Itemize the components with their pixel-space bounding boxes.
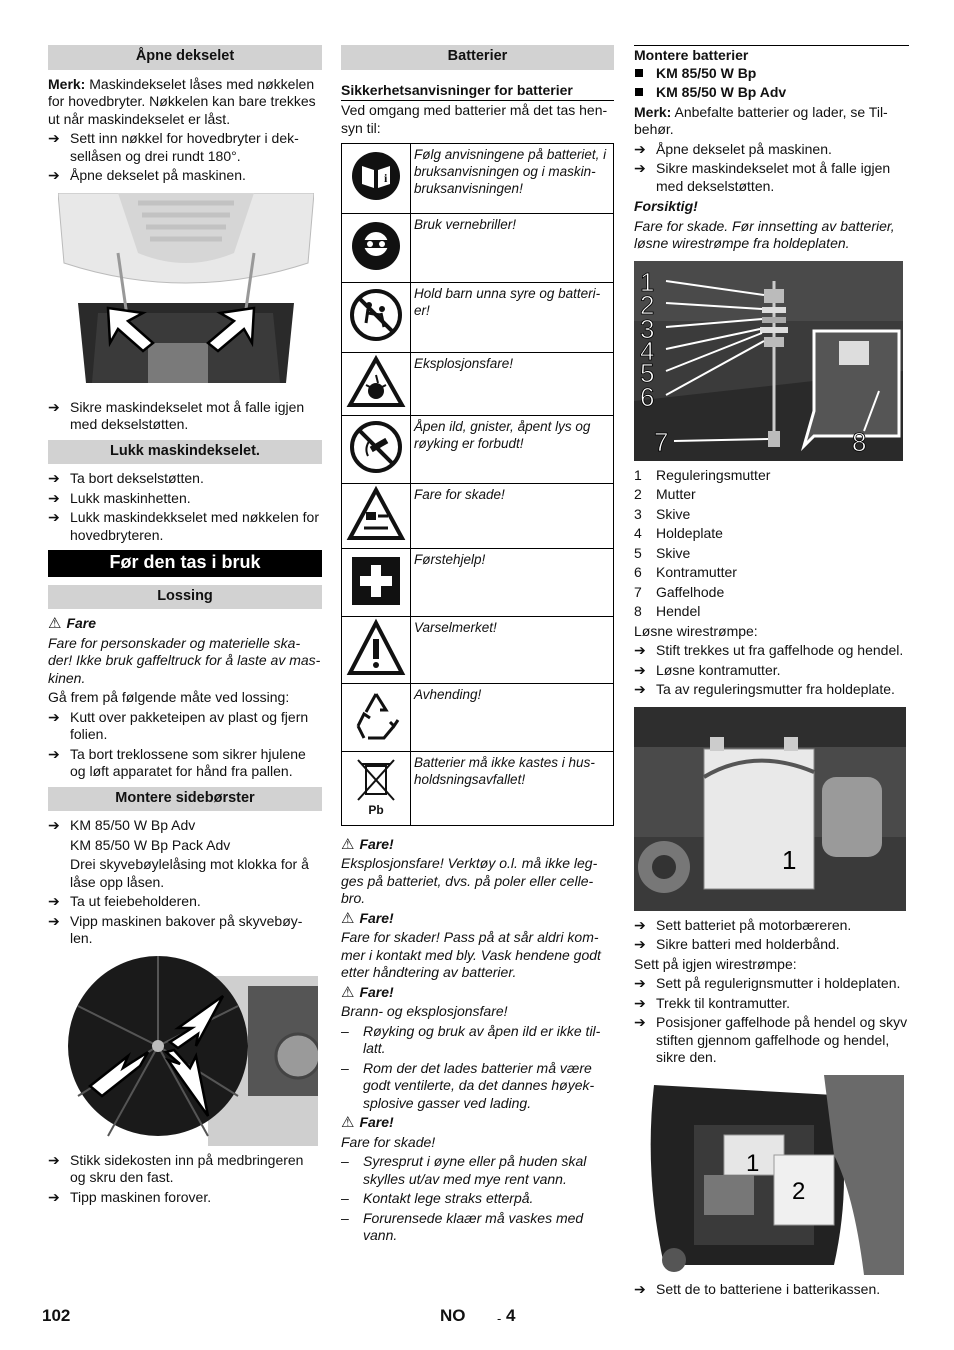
callout-label: 3 bbox=[640, 313, 655, 344]
step: ➔ Ta bort treklossene som sikrer hjulene og løft apparatet for hånd fra pallen. bbox=[48, 746, 322, 781]
part-number: 1 bbox=[634, 466, 642, 483]
safety-goggles-icon bbox=[342, 213, 411, 283]
warning-sign-icon bbox=[342, 616, 411, 684]
first-aid-icon bbox=[342, 549, 411, 617]
table-cell: Følg anvisningene på batteriet, i bruksanvisningen og i maskin-bruksanvisningen! bbox=[411, 144, 614, 214]
photo-open-cover bbox=[58, 193, 314, 393]
part-name: Skive bbox=[656, 505, 691, 522]
paragraph: Gå frem på følgende måte ved lossing: bbox=[48, 689, 290, 705]
warning-text: Fare for personskader og materielle ska-der! Ikke bruk gaffeltruck for å laste av mas-kinen. bbox=[48, 634, 321, 686]
step-continued: Drei skyvebøylelåsing mot klokka for å låse opp låsen. bbox=[70, 856, 309, 890]
step: ➔ Sett inn nøkkel for hovedbryter i dek-sellåsen og drei rundt 180°. bbox=[48, 130, 322, 165]
battery-insert-illustration bbox=[634, 1075, 904, 1275]
part-name: Skive bbox=[656, 544, 691, 561]
table-row bbox=[342, 549, 614, 617]
list-item: – Kontakt lege straks etterpå. bbox=[341, 1190, 614, 1208]
warning-triangle-icon: ⚠ bbox=[341, 983, 355, 1001]
warning-heading bbox=[48, 615, 322, 633]
step: ➔ Sikre batteri med holderbånd. bbox=[634, 936, 909, 954]
part-number: 3 bbox=[634, 505, 642, 522]
step: ➔ Løsne kontramutter. bbox=[634, 662, 909, 680]
side-brush-illustration bbox=[68, 956, 318, 1146]
list-item bbox=[634, 584, 909, 602]
part-number: 8 bbox=[634, 603, 642, 619]
warning-triangle-icon: ⚠ bbox=[48, 615, 62, 632]
callout-label: 5 bbox=[640, 357, 655, 388]
warning-triangle-icon: ⚠ bbox=[341, 1114, 355, 1131]
open-cover-illustration bbox=[58, 193, 314, 393]
note-label: Merk: bbox=[634, 103, 672, 120]
list-item bbox=[634, 525, 909, 543]
photo-side-brush bbox=[68, 956, 318, 1146]
callout-label: 1 bbox=[640, 266, 655, 297]
step: ➔ Åpne dekselet på maskinen. bbox=[48, 167, 322, 185]
list-item bbox=[634, 564, 909, 582]
step: ➔ Lukk maskinhetten. bbox=[48, 490, 322, 508]
step: ➔ Stift trekkes ut fra gaffelhode og hendel. bbox=[634, 642, 909, 660]
note-label: Merk: bbox=[48, 75, 86, 92]
table-cell: Eksplosjonsfare! bbox=[411, 352, 614, 416]
recycling-icon bbox=[342, 684, 411, 752]
model-item: KM 85/50 W Bp Adv bbox=[634, 84, 909, 102]
part-number: 6 bbox=[634, 564, 642, 580]
part-name: Reguleringsmutter bbox=[656, 466, 771, 483]
callout-label: 4 bbox=[640, 335, 655, 366]
page-number: 102 bbox=[42, 1306, 71, 1325]
paragraph: Ved omgang med batterier må det tas hen-syn til: bbox=[341, 102, 608, 136]
note bbox=[48, 76, 322, 129]
step: ➔ Stikk sidekosten inn på medbringeren og skru den fast. bbox=[48, 1152, 322, 1187]
callout-label: 8 bbox=[852, 426, 867, 457]
no-fire-icon bbox=[342, 416, 411, 484]
callout-label: 7 bbox=[654, 426, 669, 457]
pb-label: Pb bbox=[368, 803, 384, 817]
heading-apne-dekselet: Åpne dekselet bbox=[48, 45, 322, 70]
list-item bbox=[634, 486, 909, 504]
heading-montere-batterier: Montere batterier bbox=[634, 45, 909, 65]
list-item: – Syresprut i øyne eller på huden skal skylles ut/av med mye rent vann. bbox=[341, 1153, 614, 1188]
warning-text: Brann- og eksplosjonsfare! bbox=[341, 1003, 508, 1019]
note-text: Maskindekselet låses med nøkkelen for hovedbryter. Nøkkelen kan bare trekkes ut når maskindekselet er låst. bbox=[48, 75, 316, 127]
table-row bbox=[342, 352, 614, 416]
heading-lossing: Lossing bbox=[48, 585, 322, 610]
svg-text:i: i bbox=[384, 171, 388, 185]
step: ➔ KM 85/50 W Bp Adv bbox=[48, 817, 322, 835]
photo-battery-insert bbox=[634, 1075, 904, 1275]
table-cell: Bruk vernebriller! bbox=[411, 213, 614, 283]
callout-label: 6 bbox=[640, 381, 655, 412]
note bbox=[634, 104, 909, 139]
language-code: NO bbox=[440, 1306, 466, 1325]
table-row bbox=[342, 684, 614, 752]
step: ➔ Ta ut feiebeholderen. bbox=[48, 893, 322, 911]
corrosive-hazard-icon bbox=[342, 483, 411, 549]
chapter-heading: Før den tas i bruk bbox=[48, 550, 322, 577]
part-number: 5 bbox=[634, 544, 642, 561]
callout-label: 2 bbox=[792, 1177, 806, 1205]
column-left bbox=[48, 45, 322, 1208]
step: ➔ Ta bort dekselstøtten. bbox=[48, 470, 322, 488]
step: ➔ Kutt over pakketeipen av plast og fjern folien. bbox=[48, 709, 322, 744]
part-name: Hendel bbox=[656, 603, 701, 619]
table-row bbox=[342, 483, 614, 549]
photo-cable-callouts bbox=[634, 261, 903, 461]
step: ➔ Ta av reguleringsmutter fra holdeplate. bbox=[634, 681, 909, 699]
paragraph: Løsne wirestrømpe: bbox=[634, 622, 758, 639]
manual-icon bbox=[342, 144, 411, 214]
cable-callout-illustration bbox=[634, 261, 903, 461]
part-name: Kontramutter bbox=[656, 564, 737, 580]
table-row bbox=[342, 213, 614, 283]
warning-heading bbox=[341, 910, 614, 928]
callout-label: 1 bbox=[782, 844, 797, 875]
column-middle bbox=[341, 45, 614, 1247]
table-cell: Avhending! bbox=[411, 684, 614, 752]
parts-list bbox=[634, 467, 909, 621]
footer-dash: - bbox=[497, 1311, 502, 1326]
table-cell: Førstehjelp! bbox=[411, 549, 614, 617]
warning-triangle-icon: ⚠ bbox=[341, 909, 355, 927]
note-text: Anbefalte batterier og lader, se Til-behør. bbox=[634, 103, 888, 137]
list-item bbox=[634, 603, 909, 621]
warning-label: Fare bbox=[66, 615, 97, 631]
list-item bbox=[634, 467, 909, 485]
caution-text: Fare for skade. Før innsetting av batterier, løsne wirestrømpe fra holdeplaten. bbox=[634, 217, 895, 251]
warning-text: Fare for skader! Pass på at sår aldri kom-mer i kontakt med bly. Vask hendene godt etter håndtering av batterier. bbox=[341, 929, 601, 980]
warning-heading bbox=[341, 984, 614, 1002]
warning-triangle-icon: ⚠ bbox=[341, 835, 355, 853]
paragraph: Sett på igjen wirestrømpe: bbox=[634, 955, 797, 972]
warning-text: Eksplosjonsfare! Verktøy o.l. må ikke leg-ges på batteriet, dvs. på poler eller celle-bro. bbox=[341, 855, 598, 906]
warning-heading bbox=[341, 836, 614, 854]
part-name: Gaffelhode bbox=[656, 583, 725, 600]
step: ➔ Sikre maskindekselet mot å falle igjen med dekselstøtten. bbox=[634, 160, 909, 195]
step: ➔ Posisjoner gaffelhode på hendel og skyv stiften gjennom gaffelhode og hendel, sikre den. bbox=[634, 1014, 909, 1067]
part-number: 7 bbox=[634, 583, 642, 600]
step: ➔ Sett batteriet på motorbæreren. bbox=[634, 917, 909, 935]
caution-label: Forsiktig! bbox=[634, 198, 698, 214]
heading-sidebørster: Montere sidebørster bbox=[48, 787, 322, 812]
part-name: Mutter bbox=[656, 486, 696, 502]
list-item: – Forurensede klaær må vaskes med vann. bbox=[341, 1210, 614, 1245]
warning-text: Fare for skade! bbox=[341, 1133, 436, 1150]
step: ➔ Vipp maskinen bakover på skyvebøy-len. bbox=[48, 913, 322, 948]
table-row bbox=[342, 416, 614, 484]
step: ➔ Lukk maskindekkselet med nøkkelen for hovedbryteren. bbox=[48, 509, 322, 544]
table-row bbox=[342, 144, 614, 214]
list-item bbox=[634, 506, 909, 524]
step: ➔ Trekk til kontramutter. bbox=[634, 995, 909, 1013]
warning-label: Fare! bbox=[359, 835, 394, 852]
step: ➔ Tipp maskinen forover. bbox=[48, 1189, 322, 1207]
battery-mount-illustration bbox=[634, 707, 906, 911]
subheading-safety: Sikkerhetsanvisninger for batterier bbox=[341, 82, 614, 102]
explosion-hazard-icon bbox=[342, 352, 411, 416]
heading-batterier: Batterier bbox=[341, 45, 614, 70]
crossed-bin-icon bbox=[342, 751, 411, 825]
callout-label: 2 bbox=[640, 289, 655, 320]
heading-lukk: Lukk maskindekselet. bbox=[48, 440, 322, 465]
table-row bbox=[342, 616, 614, 684]
step: ➔ Sikre maskindekselet mot å falle igjen med dekselstøtten. bbox=[48, 399, 322, 434]
list-item bbox=[634, 545, 909, 563]
part-number: 4 bbox=[634, 525, 642, 541]
warning-heading bbox=[341, 1114, 614, 1132]
section-page-number: 4 bbox=[506, 1306, 516, 1325]
warning-label: Fare! bbox=[359, 909, 394, 926]
step: ➔ Sett de to batteriene i batterikassen. bbox=[634, 1281, 909, 1299]
photo-battery-mount bbox=[634, 707, 906, 911]
table-cell: Batterier må ikke kastes i hus-holdsningsavfallet! bbox=[411, 751, 614, 825]
list-item: – Rom der det lades batterier må være godt ventilerte, da det dannes høyek-splosive gasser ved lading. bbox=[341, 1060, 614, 1113]
table-cell: Hold barn unna syre og batteri-er! bbox=[411, 283, 614, 353]
table-cell: Åpen ild, gnister, åpent lys og røyking er forbudt! bbox=[411, 416, 614, 484]
step: ➔ Sett på regulerignsmutter i holdeplaten. bbox=[634, 975, 909, 993]
warning-label: Fare! bbox=[359, 1114, 394, 1130]
table-row bbox=[342, 283, 614, 353]
part-number: 2 bbox=[634, 486, 642, 502]
part-name: Holdeplate bbox=[656, 525, 723, 541]
table-row bbox=[342, 751, 614, 825]
step: ➔ Åpne dekselet på maskinen. bbox=[634, 141, 909, 159]
step-continued: KM 85/50 W Bp Pack Adv bbox=[70, 836, 231, 853]
table-cell: Fare for skade! bbox=[411, 483, 614, 549]
table-cell: Varselmerket! bbox=[411, 616, 614, 684]
warning-label: Fare! bbox=[359, 983, 394, 1000]
column-right bbox=[634, 45, 909, 1300]
safety-symbol-table bbox=[341, 143, 614, 826]
callout-label: 1 bbox=[746, 1149, 760, 1177]
keep-children-away-icon bbox=[342, 283, 411, 353]
model-item: KM 85/50 W Bp bbox=[634, 65, 909, 83]
list-item: – Røyking og bruk av åpen ild er ikke til-latt. bbox=[341, 1023, 614, 1058]
